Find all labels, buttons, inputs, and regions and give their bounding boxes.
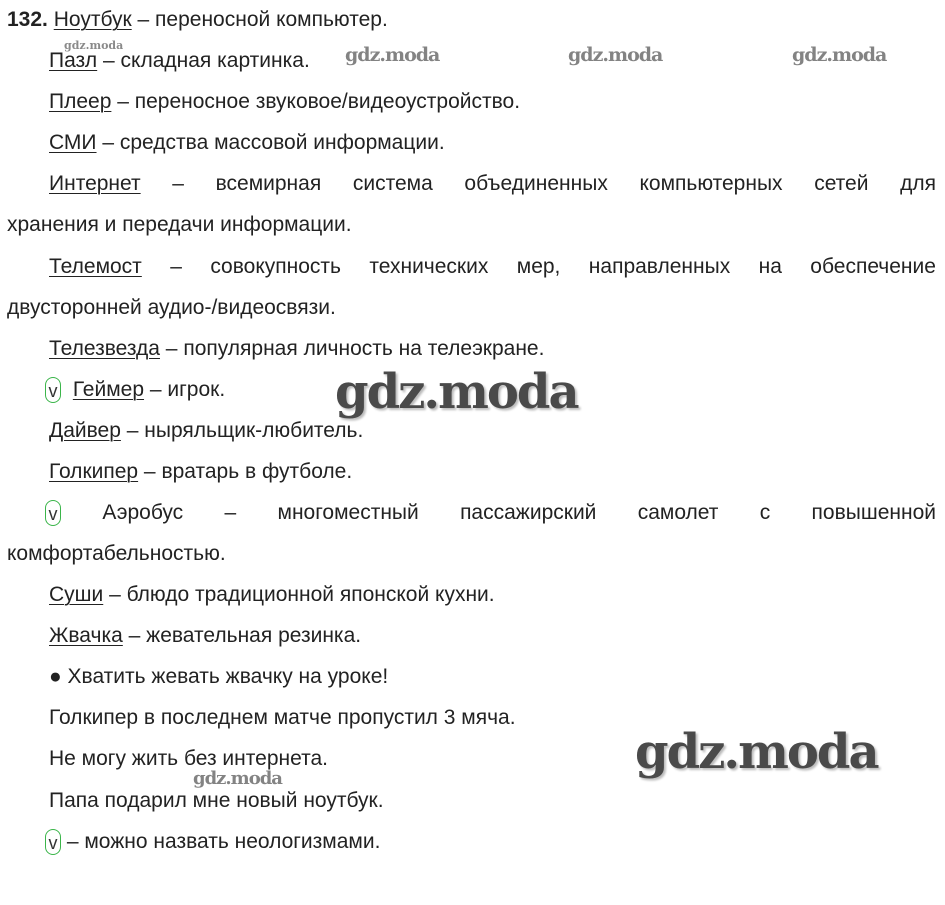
definition-word: направленных [588,255,731,278]
term-airbus: Аэробус [102,501,184,524]
definition-notebook: – переносной компьютер. [131,8,388,31]
conclusion-text: – можно назвать неологизмами. [66,830,381,853]
line-airbus [7,500,936,567]
definition-word: компьютерных [639,172,783,195]
watermark: gdz.moda [345,44,440,66]
line-sushi [49,582,495,608]
line-puzzle [49,48,310,74]
definition-word: для [900,172,936,195]
definition-gamer: – игрок. [144,378,226,401]
term-tv-star: Телезвезда [49,337,160,360]
term-gamer: Геймер [72,378,145,401]
definition-word: с [759,501,771,524]
line-media [49,130,445,156]
line-gamer [45,377,225,403]
definition-word: повышенной [811,501,936,524]
definition-puzzle: – складная картинка. [97,49,310,72]
definition-chewing-gum: – жевательная резинка. [122,624,362,647]
term-player: Плеер [49,90,112,113]
definition-word: объединенных [464,172,608,195]
definition-word: на [758,255,782,278]
term-telebridge: Телемост [49,255,142,278]
line-telebridge [7,254,936,321]
definition-word: – [172,172,184,195]
line-goalkeeper [49,459,352,485]
definition-word: обеспечение [810,255,936,278]
definition-diver: – ныряльщик-любитель. [120,419,364,442]
line-chewing-gum [49,623,361,649]
exercise-header-line [7,7,388,33]
line-player [49,89,520,115]
definition-continuation: комфортабельностью. [7,542,226,565]
definition-word: система [352,172,433,195]
term-notebook: Ноутбук [53,8,132,31]
line-diver [49,418,363,444]
definition-word: – [224,501,237,524]
definition-word: пассажирский [460,501,597,524]
example-sentence: Не могу жить без интернета. [49,747,328,770]
definition-word: – [170,255,182,278]
definition-continuation: хранения и передачи информации. [7,213,352,236]
definition-goalkeeper: – вратарь в футболе. [138,460,353,483]
term-internet: Интернет [49,172,141,195]
term-puzzle: Пазл [49,49,98,72]
definition-tv-star: – популярная личность на телеэкране. [159,337,545,360]
definition-word: мер, [516,255,561,278]
watermark: gdz.moda [792,44,887,66]
check-mark-icon: v [45,377,61,403]
conclusion-line [45,829,380,855]
definition-word: самолет [637,501,719,524]
definition-word: технических [369,255,489,278]
term-sushi: Суши [49,583,104,606]
term-goalkeeper: Голкипер [49,460,139,483]
watermark: gdz.moda [635,724,878,780]
definition-sushi: – блюдо традиционной японской кухни. [103,583,495,606]
definition-media: – средства массовой информации. [96,131,445,154]
line-internet [7,171,936,238]
definition-word: совокупность [210,255,341,278]
definition-word: сетей [814,172,869,195]
definition-word: всемирная [215,172,322,195]
term-media: СМИ [49,131,97,154]
definition-player: – переносное звуковое/видеоустройство. [111,90,521,113]
example-sentence: Папа подарил мне новый ноутбук. [49,789,384,812]
watermark: gdz.moda [64,39,124,52]
term-chewing-gum: Жвачка [49,624,123,647]
watermark: gdz.moda [568,44,663,66]
line-tv-star [49,336,544,362]
watermark: gdz.moda [193,768,282,789]
example-sentence: ● Хватить жевать жвачку на уроке! [49,665,389,688]
definition-word: многоместный [277,501,419,524]
definition-continuation: двусторонней аудио-/видеосвязи. [7,296,336,319]
exercise-number: 132. [7,8,48,31]
example-sentence: Голкипер в последнем матче пропустил 3 мяча. [49,706,516,729]
watermark: gdz.moda [335,364,578,420]
term-diver: Дайвер [49,419,121,442]
check-mark-icon: v [45,829,61,855]
check-mark-icon: v [45,500,61,526]
